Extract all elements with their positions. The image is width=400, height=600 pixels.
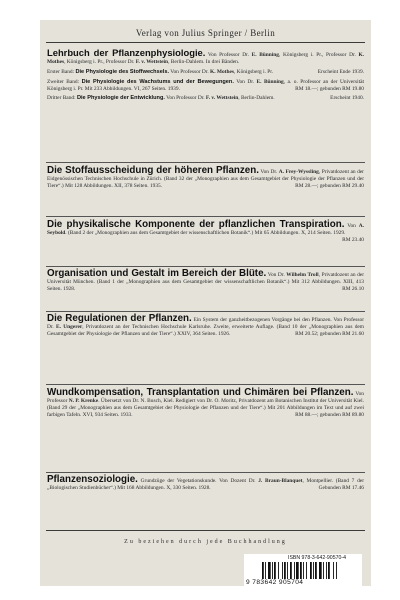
entry-wundkompensation [47,388,364,419]
entry-title: Pflanzensoziologie. [47,474,138,485]
entry-price: RM 28.—; gebunden RM 29.40 [295,182,364,189]
entry-divider [46,472,365,473]
entry-title: Wundkompensation, Transplantation und Chimären bei Pflanzen. [47,387,354,398]
entry-author: E. Bünning [251,52,279,58]
entry-title: Die physikalische Komponente der pflanzlichen Transpiration. [47,219,345,230]
entry-text: Grundzüge der Vegetationskunde. Von Dozent Dr. [137,478,259,484]
isbn-barcode [244,554,362,586]
publisher-header: Verlag von Julius Springer / Berlin [135,28,276,38]
volume-lead: Erster Band: [47,68,76,75]
entry-divider [46,216,365,217]
barcode-bar [303,562,304,579]
entry-title: Organisation und Gestalt im Bereich der Blüte. [47,268,267,279]
entry-text: , Montpellier. (Band 7 der „Biologischen Studienbücher“.) Mit 168 Abbildungen. X, 330 Seiten. 1928. [47,478,364,491]
volume-title: Die Physiologie des Stoffwechsels. [75,68,170,75]
entry-author: A. Frey-Wyssling [278,169,319,175]
entry-text: Von [344,223,359,229]
entry-text: . Übersetzt von Dr. N. Busch, Kiel. Redigiert von Dr. O. Moritz, Privatdozent am Botanischen Institut der Universität Kiel. (Band 29 der „Monographien aus dem Gesamtgebiet der Physiologie der Pflanzen und der Tiere“.) Mit 201 Abbildungen im Text und auf zwei farbigen Tafeln. XVI, 934 Seiten. 1933. [47,398,364,418]
entry-price: Gebunden RM 17.46 [318,485,364,491]
volume-text: Von Professor Dr. [169,68,211,75]
book-back-cover [40,20,371,586]
barcode-bar [296,562,299,579]
barcode-bar [284,562,286,579]
entry-transpiration [47,220,364,244]
barcode-bar [326,562,327,579]
volume-text: , Berlin-Dahlem. [238,94,275,101]
entry-stoffausscheidung [47,166,364,190]
volume-3 [47,95,364,102]
isbn-label: ISBN 978-3-642-90570-4 [288,555,346,561]
volume-text: Von Dr. [233,78,257,85]
volume-1 [47,69,364,76]
volume-2 [47,79,364,93]
barcode-bar [300,562,302,579]
footer-rule [46,530,365,531]
volume-lead: Zweiter Band: [47,78,82,85]
barcode-bar [328,562,330,579]
header-rule [46,42,365,43]
volume-title: Die Physiologie der Entwicklung. [76,94,165,101]
entry-price: RM 20.52; gebunden RM 21.60 [295,330,364,337]
volume-text: Von Professor Dr. [164,94,206,101]
barcode-bar [319,562,322,579]
volume-author: F. v. Wettstein [205,94,239,101]
entry-text: Von Dr. [258,169,279,175]
volume-price: RM 18.—; gebunden RM 19.80 [295,85,364,92]
barcode-bar [315,562,317,579]
volume-author: K. Mothes [210,68,234,75]
entry-author: F. v. Wettstein [135,58,169,65]
entry-title: Die Regulationen der Pflanzen. [47,313,192,324]
volume-status: Erscheint Ende 1939. [317,68,364,75]
entry-price: RM 26.10 [342,285,364,292]
entry-price: RM 88.—; gebunden RM 89.80 [295,411,364,418]
entry-text: , Privatdozent an der Universität München. (Band 1 der „Monographien aus dem Gesamtgebiet der wissenschaftlichen Botanik“.) Mit 312 Abbildungen. XIII, 413 Seiten. 1928. [47,272,364,292]
entry-divider [46,266,365,267]
entry-title: Lehrbuch der Pflanzenphysiologie. [47,47,206,58]
barcode-bar [310,562,312,579]
barcode-bar [262,562,264,579]
entry-text: , Privatdozent an der Technischen Hochschule Karlsruhe. Zweite, erweiterte Auflage. (Band 10 der „Monographien aus dem Gesamtgebiet der Physiologie der Pflanzen und der Tiere“.) XXIV, 364 Seiten. 1926. [47,324,364,337]
entry-author: J. Braun-Blanquet [258,478,303,484]
entry-text: Von Professor Dr. [205,52,252,58]
footer-note: Zu beziehen durch jede Buchhandlung [124,539,287,545]
barcode-bar [272,562,273,579]
entry-regulationen [47,314,364,338]
barcode-bar [290,562,292,579]
entry-divider [46,384,365,385]
entry-text: Ein System der ganzheitbezogenen Vorgänge bei den Pflanzen. Von Professor Dr. [47,317,364,330]
entry-author: K. Mothes [47,52,365,65]
volume-author: E. Bünning [256,78,284,85]
barcode-bar [333,562,334,579]
barcode-bar [336,562,337,579]
entry-author: A. Seybold [47,223,364,236]
entry-bluete [47,269,364,293]
entry-lehrbuch [47,48,364,101]
volume-text: , a. o. Professor an der Universität Königsberg i. Pr. Mit 233 Abbildungen. VI, 267 Seiten. 1939. [47,78,364,92]
barcode-bar [274,562,276,579]
volume-status: Erscheint 1940. [330,94,364,101]
entry-author: N. P. Krenke [68,398,99,404]
entry-text: Von Professor [47,391,364,404]
barcode-bar [323,562,324,579]
entry-text: , Privatdozent an der Eidgenössischen Technischen Hochschule in Zürich. (Band 32 der „Monographien aus dem Gesamtgebiet der Physiologie der Pflanzen und der Tiere“.) Mit 128 Abbildungen. XII, 378 Seiten. 1935. [47,169,364,189]
barcode-bar [282,562,283,579]
entry-text: , Berlin-Dahlem. In drei Bänden. [168,58,240,65]
entry-price: RM 23.40 [342,236,364,243]
entry-divider [46,162,365,163]
ean-digits: 9 783642 905704 [246,579,304,586]
barcode-bar [278,562,279,579]
barcode-bar [306,562,307,579]
entry-author: Wilhelm Troll [286,272,319,278]
entry-title: Die Stoffausscheidung der höheren Pflanzen. [47,165,259,176]
barcode-bar [313,562,314,579]
barcode-bar [268,562,271,579]
entry-author: E. Ungerer [56,324,83,330]
barcode-bar [287,562,288,579]
barcode-bars [262,562,358,579]
entry-pflanzensoziologie [47,475,364,492]
barcode-bar [265,562,266,579]
volume-text: , Königsberg i. Pr. [233,68,274,75]
entry-text: Von Dr. [266,272,287,278]
entry-text: , Königsberg i. Pr., Professor Dr. [64,58,136,65]
volume-title: Die Physiologie des Wachstums und der Bewegungen. [81,78,234,85]
volume-lead: Dritter Band: [47,94,77,101]
entry-text: , Königsberg i. Pr., Professor Dr. [278,52,359,58]
barcode-bar [294,562,295,579]
entry-text: . (Band 2 der „Monographien aus dem Gesamtgebiet der wissenschaftlichen Botanik“.) Mit 65 Abbildungen. X, 214 Seiten. 1929. [65,230,346,236]
entry-divider [46,311,365,312]
